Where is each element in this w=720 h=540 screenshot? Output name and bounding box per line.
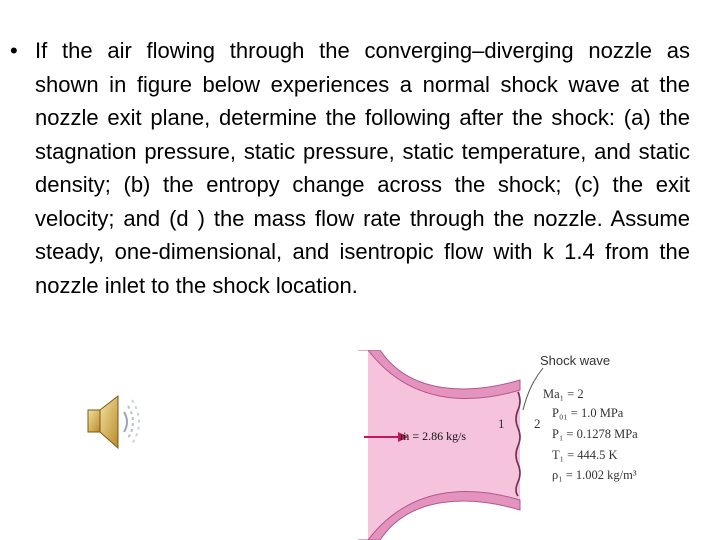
problem-text: If the air flowing through the converging–diverging nozzle as shown in figure below experiences a normal shock wave at the nozzle exit plane, determine the following after the shock: (a) the stagnation pressure, static pressure, static temperature, and static density; (b) the entropy change across the shock; (c) the exit velocity; and (d ) the mass flow rate through the nozzle. Assume steady, one-dimensional, and isentropic flow with k 1.4 from the nozzle inlet to the shock location. bbox=[35, 38, 690, 298]
condition-density: ρ₁ = 1.002 kg/m³ bbox=[552, 468, 637, 482]
condition-static-pressure: P₁ = 0.1278 MPa bbox=[552, 427, 638, 441]
problem-statement bbox=[10, 34, 690, 302]
condition-stagnation-pressure: P₀₁ = 1.0 MPa bbox=[552, 406, 624, 420]
bullet-marker: • bbox=[10, 38, 18, 63]
station-2-label: 2 bbox=[534, 416, 541, 431]
shock-wave-label: Shock wave bbox=[540, 353, 611, 368]
condition-mach: Ma₁ = 2 bbox=[543, 387, 584, 401]
shock-wave-leader bbox=[523, 368, 543, 410]
speaker-icon[interactable] bbox=[84, 390, 146, 454]
mass-flow-label: ṁ = 2.86 kg/s bbox=[400, 429, 467, 443]
condition-temperature: T₁ = 444.5 K bbox=[552, 448, 618, 462]
nozzle-figure bbox=[340, 350, 720, 540]
nozzle-flow-region bbox=[368, 350, 520, 540]
station-1-label: 1 bbox=[498, 416, 505, 431]
